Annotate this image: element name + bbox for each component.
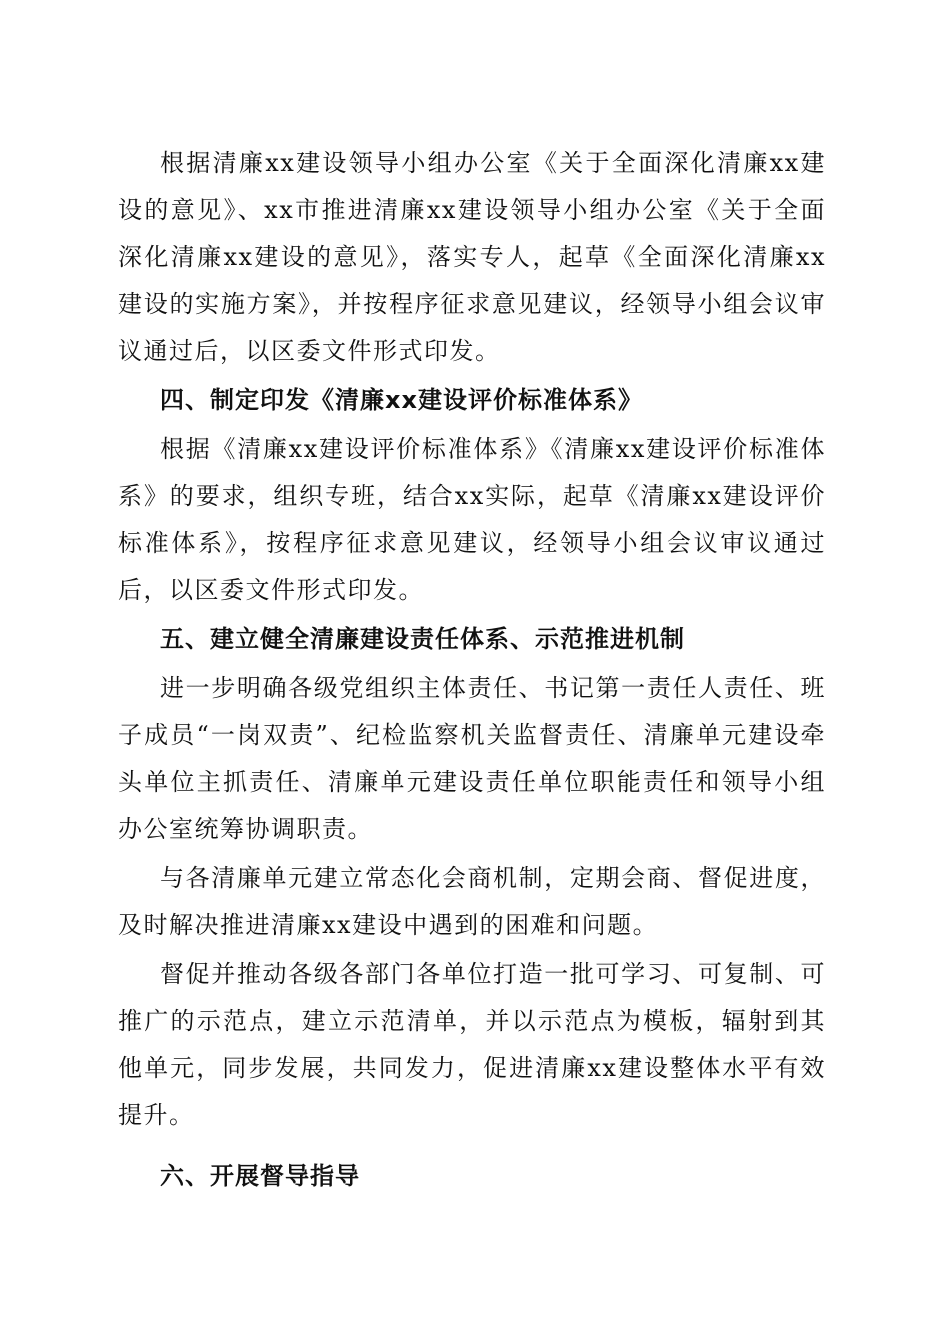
paragraph-implementation-plan: 根据清廉xx建设领导小组办公室《关于全面深化清廉xx建设的意见》、xx市推进清廉xx建设领导小组办公室《关于全面深化清廉xx建设的意见》，落实专人，起草《全面深化清廉xx建设的实施方案》，并按程序征求意见建议，经领导小组会议审议通过后，以区委文件形式印发。 bbox=[118, 149, 826, 365]
heading-section-6: 六、开展督导指导 bbox=[160, 1162, 360, 1190]
paragraph-responsibility-system: 进一步明确各级党组织主体责任、书记第一责任人责任、班子成员“一岗双责”、纪检监察机关监督责任、清廉单元建设牵头单位主抓责任、清廉单元建设责任单位职能责任和领导小组办公室统筹协调职责。 bbox=[118, 674, 826, 843]
paragraph-consultation-mechanism: 与各清廉单元建立常态化会商机制，定期会商、督促进度，及时解决推进清廉xx建设中遇到的困难和问题。 bbox=[118, 864, 826, 939]
heading-section-5: 五、建立健全清廉建设责任体系、示范推进机制 bbox=[160, 625, 685, 653]
paragraph-evaluation-standard: 根据《清廉xx建设评价标准体系》《清廉xx建设评价标准体系》的要求，组织专班，结合xx实际，起草《清廉xx建设评价标准体系》，按程序征求意见建议，经领导小组会议审议通过后，以区委文件形式印发。 bbox=[118, 435, 826, 604]
paragraph-demonstration-points: 督促并推动各级各部门各单位打造一批可学习、可复制、可推广的示范点，建立示范清单，并以示范点为模板，辐射到其他单元，同步发展，共同发力，促进清廉xx建设整体水平有效提升。 bbox=[118, 960, 826, 1129]
heading-section-4: 四、制定印发《清廉xx建设评价标准体系》 bbox=[160, 386, 643, 414]
document-body bbox=[118, 140, 826, 1200]
